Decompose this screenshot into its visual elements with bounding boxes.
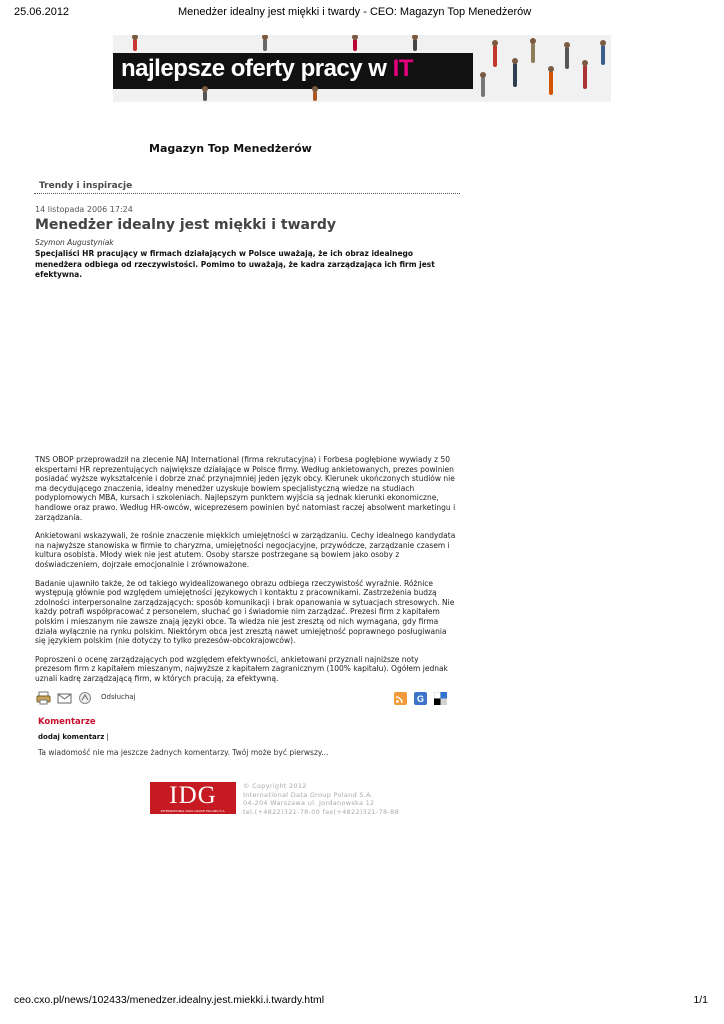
copyright-line: © Copyright 2012 <box>243 782 307 790</box>
banner-figure-icon <box>565 47 569 69</box>
google-icon[interactable] <box>414 690 427 703</box>
article-paragraph: Poproszeni o ocenę zarządzających pod względem efektywności, ankietowani przyznali najniższe noty prezesom firm z kapitałem mieszanym, najwyższe z kapitałem zagranicznym (100% kapitału). Ogółem jednak uznali kadrę zarządzającą firm, w których pracują, za efektywną. <box>35 654 448 683</box>
section-divider <box>34 193 460 194</box>
banner-figure-icon <box>133 39 137 51</box>
article-body <box>35 455 457 692</box>
idg-logo-text: IDG <box>169 782 217 809</box>
rss-icon[interactable] <box>394 690 407 703</box>
banner-figure-icon <box>353 39 357 51</box>
section-link[interactable]: Trendy i inspiracje <box>39 181 133 191</box>
banner-figure-icon <box>549 71 553 95</box>
banner-figure-icon <box>531 43 535 63</box>
company-line: International Data Group Poland S.A. <box>243 790 374 799</box>
banner-figure-icon <box>263 39 267 51</box>
delicious-icon[interactable] <box>434 690 447 703</box>
add-comment-link[interactable]: dodaj komentarz <box>38 733 105 741</box>
banner-figure-icon <box>203 91 207 101</box>
magazine-title[interactable]: Magazyn Top Menedżerów <box>149 142 312 155</box>
banner-figure-icon <box>481 77 485 97</box>
article-paragraph: Ankietowani wskazywali, że rośnie znaczenie miękkich umiejętności w zarządzaniu. Cechy idealnego kandydata na najwyższe stanowiska w firmie to charyzma, umiejętności negocjacyjne, przywódcze, zarządzanie czasem i kultura osobista. Młody wiek nie jest atutem. Osoby starsze postrzegane są bowiem jako osoby z doświadczeniem, dojrzałe emocjonalnie i zrównoważone. <box>35 531 456 569</box>
article-title: Menedżer idealny jest miękki i twardy <box>35 217 337 233</box>
print-url: ceo.cxo.pl/news/102433/menedzer.idealny.jest.miekki.i.twardy.html <box>14 994 325 1006</box>
no-comments-message: Ta wiadomość nie ma jeszcze żadnych komentarzy. Twój może być pierwszy... <box>38 748 329 757</box>
footer-copyright <box>243 782 399 816</box>
listen-link[interactable]: Odsłuchaj <box>101 693 136 701</box>
phone-line: tel.(+4822)321-78-00 fax(+4822)321-78-88 <box>243 807 400 816</box>
banner-figure-icon <box>513 63 517 87</box>
jobs-banner[interactable] <box>113 35 611 102</box>
banner-figure-icon <box>601 45 605 65</box>
idg-logo-subtext: INTERNATIONAL DATA GROUP POLAND S.A. <box>160 809 226 813</box>
add-comment-separator: | <box>106 733 109 741</box>
print-date: 25.06.2012 <box>14 6 70 18</box>
banner-figure-icon <box>313 91 317 101</box>
article-tools <box>36 690 136 704</box>
banner-figure-icon <box>413 39 417 51</box>
banner-figure-icon <box>493 45 497 67</box>
address-line: 04-204 Warszawa ul. Jordanowska 12 <box>243 799 375 807</box>
print-page-title: Menedżer idealny jest miękki i twardy - CEO: Magazyn Top Menedżerów <box>178 6 532 18</box>
article-lead: Specjaliści HR pracujący w firmach działających w Polsce uważają, że ich obraz idealnego menedżera odbiega od rzeczywistości. Pomimo to uważają, że kadra zarządzająca ich firm jest efektywna. <box>35 249 435 279</box>
banner-text <box>121 55 413 83</box>
share-icon[interactable] <box>78 690 93 704</box>
article-paragraph: TNS OBOP przeprowadził na zlecenie NAJ International (firma rekrutacyjna) i Forbesa pogłębione wywiady z 50 ekspertami HR reprezentujących największe działające w Polsce firmy. Według ankietowanych, prezes powinien posiadać wyższe wykształcenie i dobrze znać przynajmniej jeden język obcy. Kierunek ukończonych studiów nie ma decydującego znaczenia, idealny menedżer uzyskuje bowiem specjalistyczną wiedze na studiach podyplomowych MBA, kursach i szkoleniach. Najlepszym punktem wyjścia są jednak kierunki ekonomiczne, handlowe oraz prawo. Według HR-owców, wiceprezesem powinien być natomiast raczej absolwent marketingu i zarządzania. <box>35 455 456 522</box>
article-author: Szymon Augustyniak <box>35 238 114 247</box>
svg-text:G: G <box>416 694 425 704</box>
banner-figure-icon <box>583 65 587 89</box>
add-comment-row <box>38 733 109 741</box>
print-page-number: 1/1 <box>693 994 708 1006</box>
share-bar <box>394 690 447 703</box>
idg-logo[interactable] <box>150 782 236 814</box>
print-icon[interactable] <box>36 690 51 704</box>
article-paragraph: Badanie ujawniło także, że od takiego wyidealizowanego obrazu odbiega rzeczywistość wyraźnie. Różnice występują głównie pod względem umiejętności językowych i kontaktu z pracownikami. Zastrzeżenia budzą zdolności interpersonalne zarządzających: sposób komunikacji i brak opanowania w sytuacjach stresowych. Nie każdy potrafi współpracować z personelem, słuchać go i świadomie nim zarządzać. Prezesi firm z kapitałem polskim i mieszanym nie zawsze znają języki obce. Ta wiedza nie jest zresztą od nich wymagana, gdy firma działa wyłącznie na rynku polskim. Niektórym obca jest zresztą nawet umiejętność poprawnego posługiwania się językiem polskim (nie dotyczy to tylko prezesów-obcokrajowców). <box>35 578 455 646</box>
banner-text-main: najlepsze oferty pracy w <box>121 55 393 82</box>
email-icon[interactable] <box>57 690 72 704</box>
article-date: 14 listopada 2006 17:24 <box>35 205 133 214</box>
comments-heading: Komentarze <box>38 717 96 727</box>
banner-text-accent: IT <box>392 55 413 82</box>
